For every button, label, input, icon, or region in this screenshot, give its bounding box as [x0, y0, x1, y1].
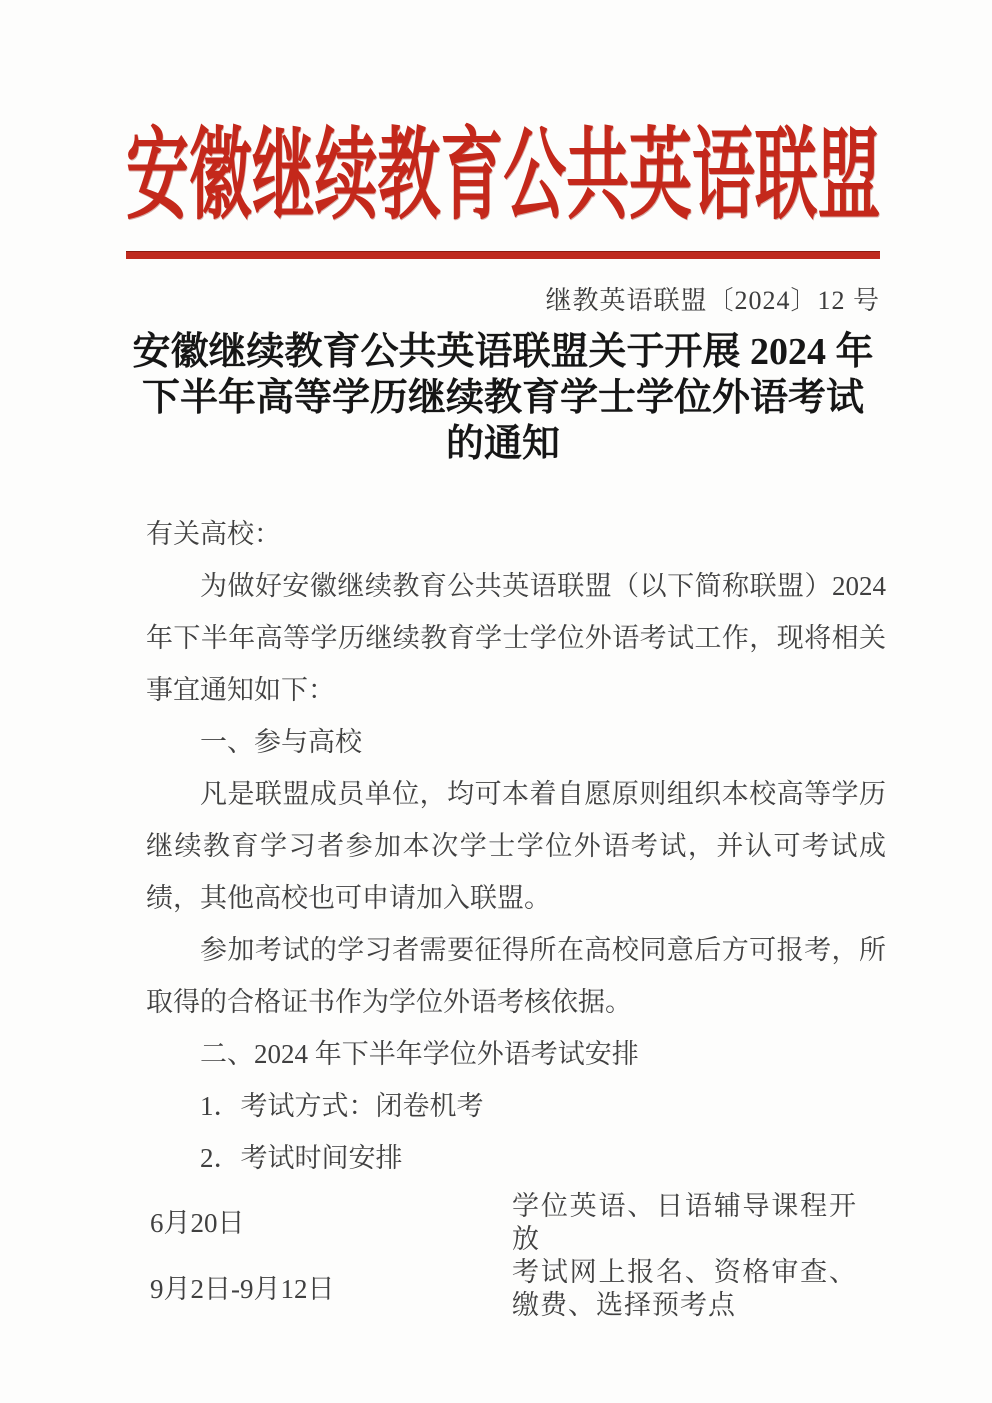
schedule-row [146, 1256, 886, 1322]
document-number: 继教英语联盟〔2024〕12 号 [545, 286, 880, 315]
schedule-date: 6月20日 [150, 1207, 245, 1238]
schedule-activity: 学位英语、日语辅导课程开放 [512, 1191, 857, 1254]
notice-title-line-2: 下半年高等学历继续教育学士学位外语考试 [141, 377, 864, 419]
schedule-date: 9月2日-9月12日 [150, 1273, 335, 1304]
body-paragraph: 为做好安徽继续教育公共英语联盟（以下简称联盟）2024 年下半年高等学历继续教育学士学位外语考试工作，现将相关事宜通知如下： [146, 571, 886, 705]
masthead-divider-rule [126, 251, 880, 259]
notice-title [126, 329, 880, 467]
body-paragraph: 凡是联盟成员单位，均可本着自愿原则组织本校高等学历继续教育学习者参加本次学士学位外语考试，并认可考试成绩，其他高校也可申请加入联盟。 [146, 779, 886, 913]
notice-title-line-3: 的通知 [445, 423, 560, 465]
masthead-title: 安徽继续教育公共英语联盟 [126, 119, 881, 232]
schedule-row [146, 1190, 886, 1256]
document-body [146, 508, 886, 1322]
masthead [126, 119, 881, 232]
exam-schedule-table [146, 1190, 886, 1322]
body-paragraph-list-item: 1．考试方式：闭卷机考 [200, 1091, 484, 1121]
body-paragraph: 参加考试的学习者需要征得所在高校同意后方可报考，所取得的合格证书作为学位外语考核依据。 [146, 935, 886, 1017]
body-paragraph-section-heading: 一、参与高校 [200, 727, 362, 757]
body-paragraph-list-item: 2．考试时间安排 [200, 1143, 403, 1173]
notice-title-line-1: 安徽继续教育公共英语联盟关于开展 2024 年 [132, 331, 874, 373]
salutation: 有关高校： [146, 519, 281, 549]
body-paragraph-section-heading: 二、2024 年下半年学位外语考试安排 [200, 1039, 639, 1069]
schedule-activity: 考试网上报名、资格审查、缴费、选择预考点 [512, 1257, 857, 1320]
letterhead [126, 119, 881, 259]
